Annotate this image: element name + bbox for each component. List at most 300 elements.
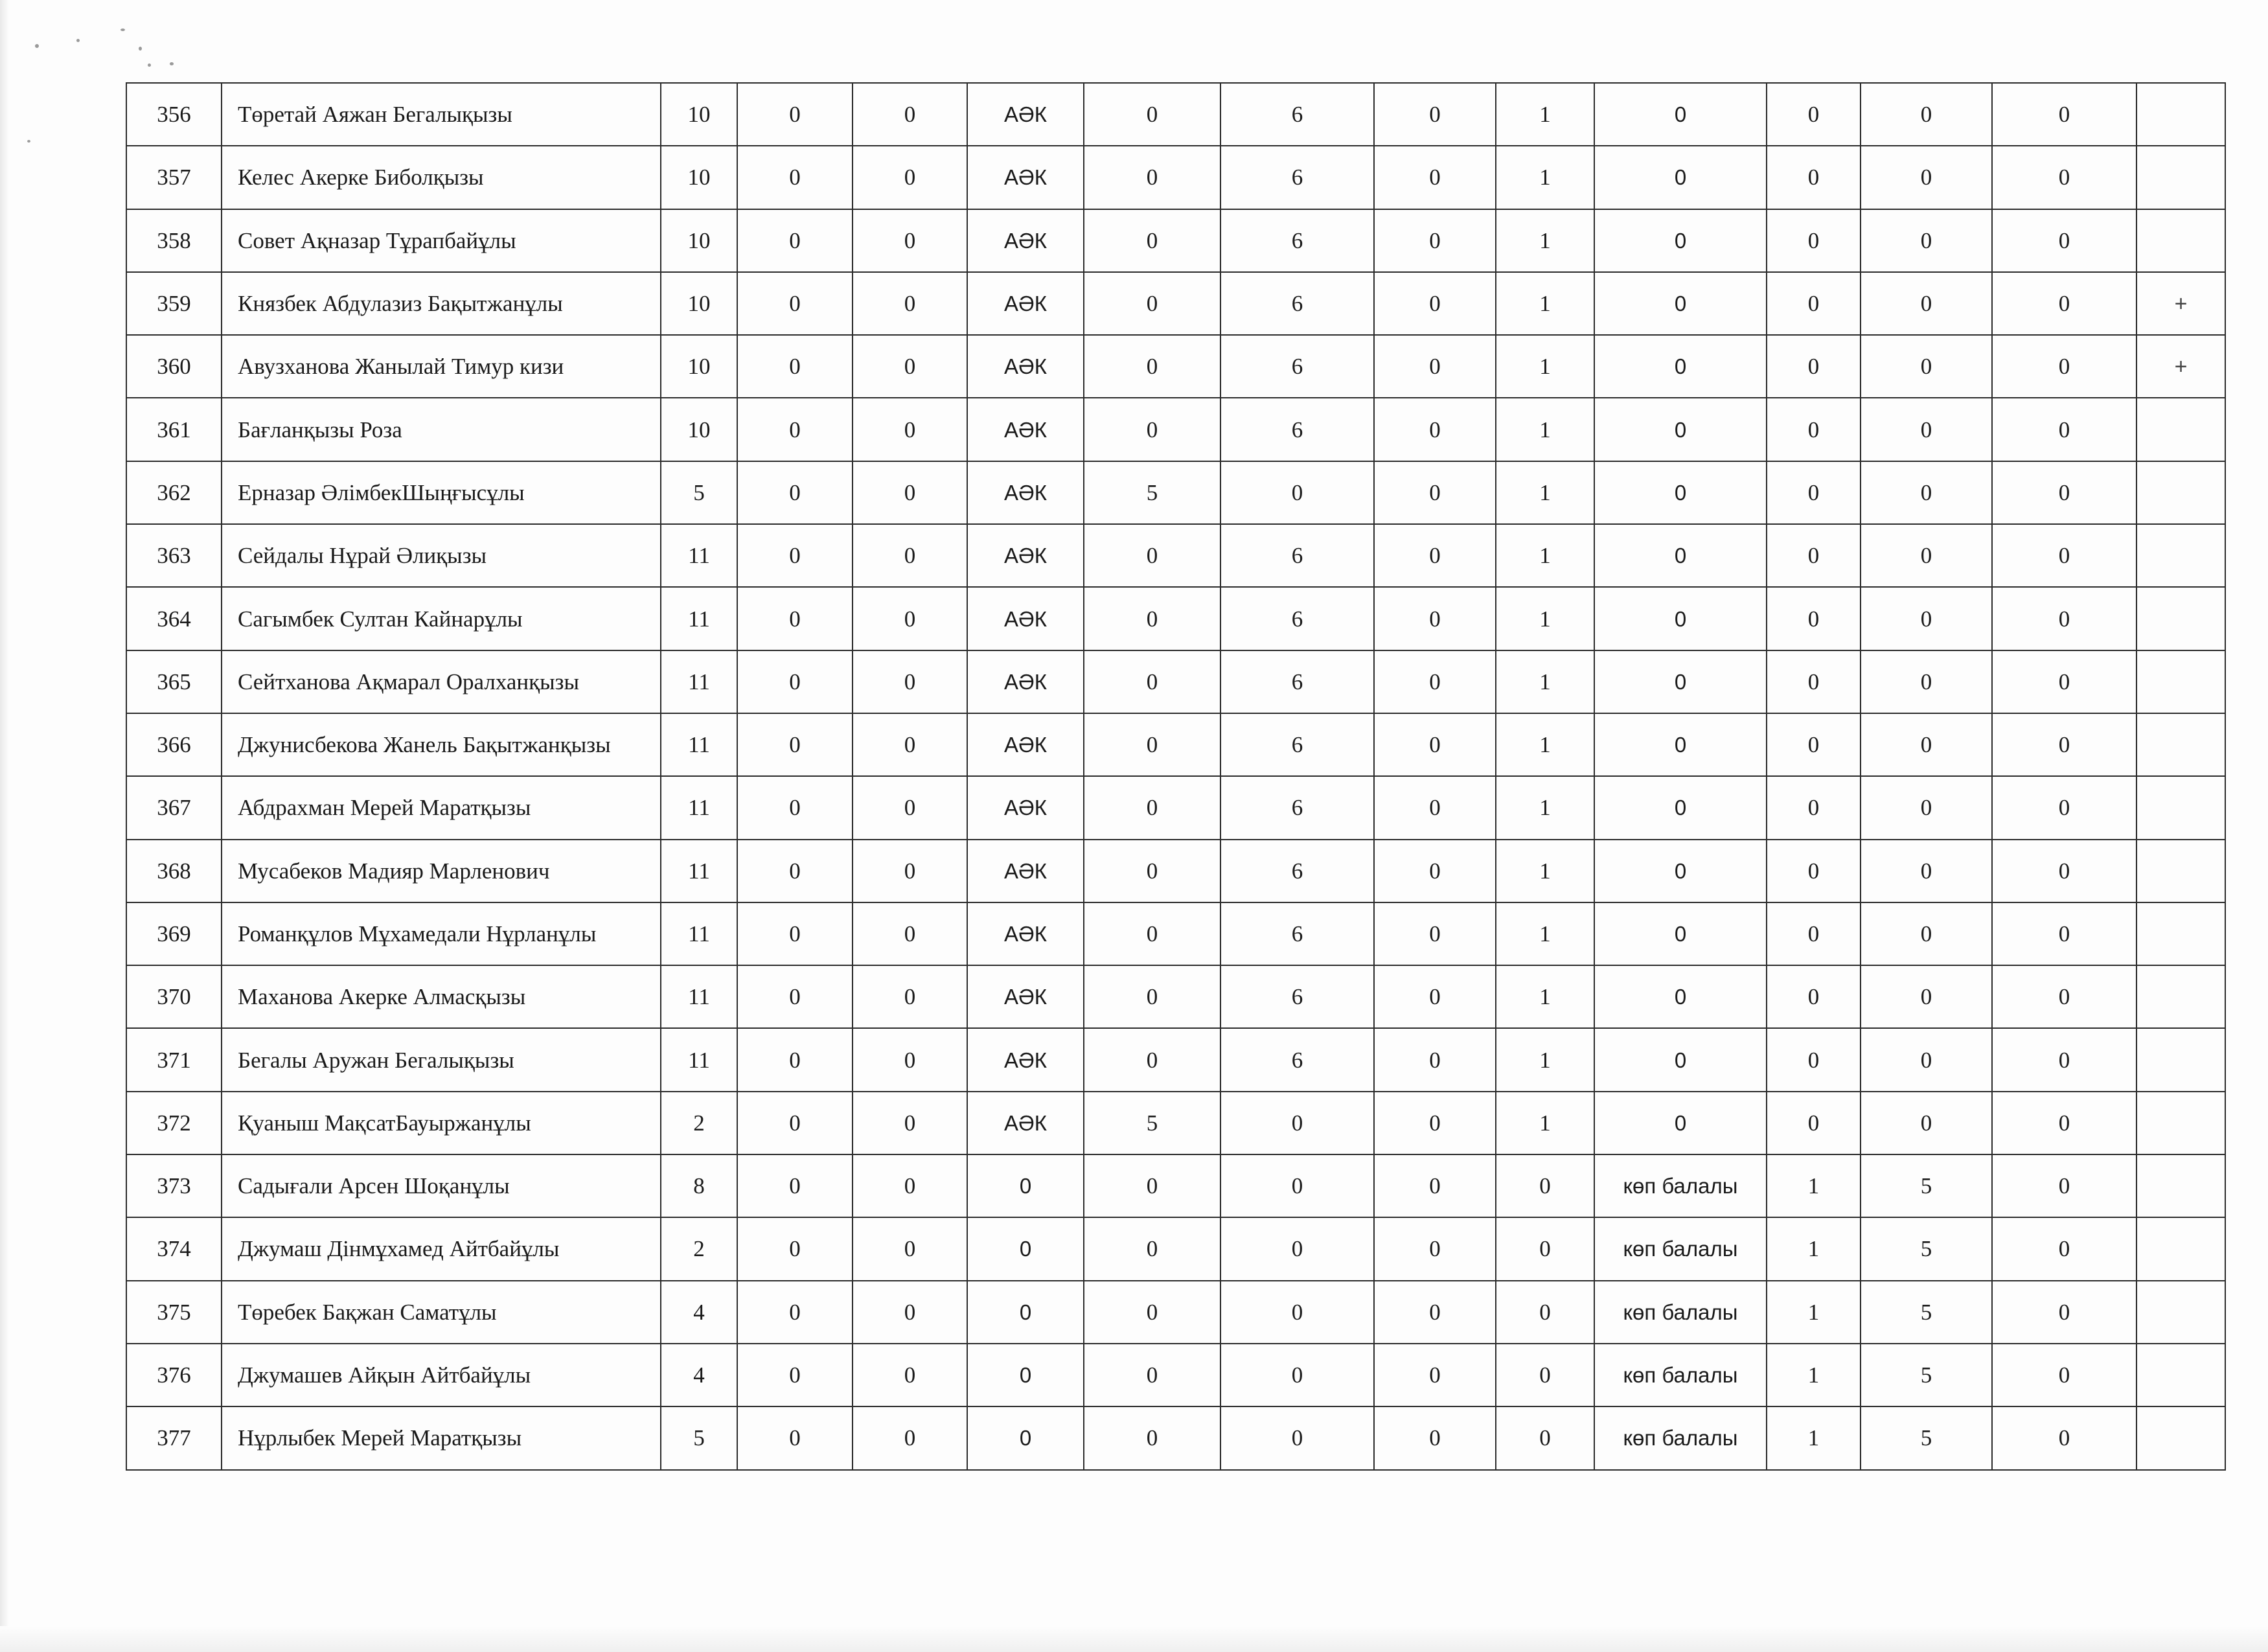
mark-cell: +	[2136, 335, 2225, 398]
student-name: Абдрахман Мерей Маратқызы	[222, 776, 661, 839]
table-row	[126, 1281, 2225, 1344]
cell-col-11: 0	[1861, 461, 1992, 524]
row-number: 376	[126, 1344, 222, 1406]
cell-col-3: 0	[853, 146, 967, 209]
mark-cell	[2136, 1154, 2225, 1217]
cell-col-7: 0	[1374, 1154, 1496, 1217]
cell-col-10: 1	[1767, 1217, 1861, 1280]
student-name: Маханова Акерке Алмасқызы	[222, 965, 661, 1028]
student-name: Сейдалы Нұрай Әлиқызы	[222, 524, 661, 587]
cell-col-7: 0	[1374, 713, 1496, 776]
cell-col-6: 6	[1220, 398, 1374, 461]
cell-col-7: 0	[1374, 1344, 1496, 1406]
cell-col-3: 0	[853, 1406, 967, 1469]
cell-col-9: 0	[1594, 902, 1767, 965]
cell-col-10: 0	[1767, 335, 1861, 398]
cell-col-1: 11	[661, 776, 737, 839]
cell-col-1: 4	[661, 1344, 737, 1406]
table-row	[126, 965, 2225, 1028]
mark-cell	[2136, 840, 2225, 902]
cell-col-12: 0	[1992, 398, 2136, 461]
cell-col-11: 0	[1861, 335, 1992, 398]
cell-col-1: 11	[661, 1028, 737, 1091]
cell-col-1: 11	[661, 650, 737, 713]
cell-col-10: 0	[1767, 1028, 1861, 1091]
cell-col-10: 0	[1767, 524, 1861, 587]
row-number: 356	[126, 83, 222, 146]
student-name: Джунисбекова Жанель Бақытжанқызы	[222, 713, 661, 776]
table-row	[126, 1154, 2225, 1217]
cell-col-12: 0	[1992, 840, 2136, 902]
cell-col-12: 0	[1992, 83, 2136, 146]
cell-col-2: 0	[737, 1092, 853, 1154]
cell-col-6: 6	[1220, 965, 1374, 1028]
cell-col-3: 0	[853, 272, 967, 335]
row-number: 371	[126, 1028, 222, 1091]
cell-col-3: 0	[853, 83, 967, 146]
cell-col-1: 2	[661, 1092, 737, 1154]
cell-col-12: 0	[1992, 776, 2136, 839]
cell-col-4: АӘК	[967, 524, 1084, 587]
student-name: Садығали Арсен Шоқанұлы	[222, 1154, 661, 1217]
cell-col-10: 0	[1767, 650, 1861, 713]
cell-col-8: 1	[1496, 902, 1594, 965]
cell-col-6: 6	[1220, 840, 1374, 902]
cell-col-2: 0	[737, 83, 853, 146]
cell-col-5: 0	[1084, 1154, 1220, 1217]
cell-col-11: 5	[1861, 1281, 1992, 1344]
cell-col-5: 0	[1084, 1344, 1220, 1406]
cell-col-8: 1	[1496, 272, 1594, 335]
cell-col-4: АӘК	[967, 776, 1084, 839]
cell-col-7: 0	[1374, 83, 1496, 146]
cell-col-8: 1	[1496, 1028, 1594, 1091]
cell-col-2: 0	[737, 650, 853, 713]
cell-col-7: 0	[1374, 840, 1496, 902]
table-row	[126, 902, 2225, 965]
scan-speck	[120, 29, 125, 31]
cell-col-4: АӘК	[967, 1092, 1084, 1154]
row-number: 370	[126, 965, 222, 1028]
cell-col-1: 5	[661, 461, 737, 524]
cell-col-4: АӘК	[967, 83, 1084, 146]
cell-col-3: 0	[853, 902, 967, 965]
student-name: Князбек Абдулазиз Бақытжанұлы	[222, 272, 661, 335]
cell-col-5: 5	[1084, 1092, 1220, 1154]
cell-col-9: 0	[1594, 146, 1767, 209]
cell-col-1: 2	[661, 1217, 737, 1280]
cell-col-7: 0	[1374, 461, 1496, 524]
scan-speck	[27, 140, 30, 143]
cell-col-11: 5	[1861, 1344, 1992, 1406]
cell-col-1: 10	[661, 335, 737, 398]
scan-speck	[76, 39, 80, 42]
cell-col-9: көп балалы	[1594, 1406, 1767, 1469]
cell-col-4: АӘК	[967, 209, 1084, 272]
table-row	[126, 650, 2225, 713]
cell-col-3: 0	[853, 1281, 967, 1344]
cell-col-10: 0	[1767, 776, 1861, 839]
cell-col-11: 0	[1861, 83, 1992, 146]
row-number: 367	[126, 776, 222, 839]
cell-col-12: 0	[1992, 1092, 2136, 1154]
table-row	[126, 1028, 2225, 1091]
cell-col-6: 0	[1220, 1344, 1374, 1406]
cell-col-11: 0	[1861, 272, 1992, 335]
student-name: Сейтханова Ақмарал Оралханқызы	[222, 650, 661, 713]
cell-col-10: 0	[1767, 461, 1861, 524]
mark-cell	[2136, 524, 2225, 587]
scan-edge	[0, 1626, 2268, 1652]
row-number: 377	[126, 1406, 222, 1469]
student-name: Сагымбек Султан Кайнарұлы	[222, 587, 661, 650]
cell-col-1: 11	[661, 840, 737, 902]
cell-col-10: 0	[1767, 146, 1861, 209]
cell-col-4: 0	[967, 1406, 1084, 1469]
cell-col-3: 0	[853, 840, 967, 902]
cell-col-8: 1	[1496, 461, 1594, 524]
cell-col-1: 4	[661, 1281, 737, 1344]
cell-col-10: 0	[1767, 587, 1861, 650]
cell-col-3: 0	[853, 461, 967, 524]
cell-col-11: 5	[1861, 1406, 1992, 1469]
cell-col-6: 0	[1220, 1154, 1374, 1217]
cell-col-9: 0	[1594, 587, 1767, 650]
cell-col-7: 0	[1374, 1406, 1496, 1469]
cell-col-1: 10	[661, 398, 737, 461]
cell-col-7: 0	[1374, 209, 1496, 272]
mark-cell	[2136, 1281, 2225, 1344]
cell-col-10: 0	[1767, 83, 1861, 146]
cell-col-7: 0	[1374, 398, 1496, 461]
mark-cell	[2136, 650, 2225, 713]
scan-speck	[139, 47, 142, 51]
cell-col-11: 0	[1861, 965, 1992, 1028]
mark-cell	[2136, 1217, 2225, 1280]
cell-col-11: 0	[1861, 1092, 1992, 1154]
cell-col-5: 0	[1084, 209, 1220, 272]
cell-col-9: 0	[1594, 650, 1767, 713]
row-number: 362	[126, 461, 222, 524]
cell-col-8: 1	[1496, 1092, 1594, 1154]
cell-col-6: 6	[1220, 650, 1374, 713]
cell-col-7: 0	[1374, 1028, 1496, 1091]
cell-col-7: 0	[1374, 1092, 1496, 1154]
cell-col-11: 0	[1861, 713, 1992, 776]
cell-col-11: 5	[1861, 1154, 1992, 1217]
scan-edge	[0, 0, 9, 1652]
cell-col-2: 0	[737, 398, 853, 461]
cell-col-6: 6	[1220, 776, 1374, 839]
row-number: 375	[126, 1281, 222, 1344]
mark-cell	[2136, 1028, 2225, 1091]
mark-cell	[2136, 1344, 2225, 1406]
cell-col-3: 0	[853, 965, 967, 1028]
cell-col-1: 10	[661, 272, 737, 335]
table-row	[126, 83, 2225, 146]
row-number: 369	[126, 902, 222, 965]
mark-cell	[2136, 83, 2225, 146]
cell-col-2: 0	[737, 965, 853, 1028]
cell-col-2: 0	[737, 1217, 853, 1280]
cell-col-4: 0	[967, 1281, 1084, 1344]
cell-col-10: 0	[1767, 840, 1861, 902]
cell-col-9: 0	[1594, 398, 1767, 461]
cell-col-7: 0	[1374, 335, 1496, 398]
row-number: 365	[126, 650, 222, 713]
cell-col-7: 0	[1374, 902, 1496, 965]
cell-col-8: 0	[1496, 1217, 1594, 1280]
cell-col-8: 1	[1496, 587, 1594, 650]
cell-col-9: 0	[1594, 776, 1767, 839]
cell-col-7: 0	[1374, 776, 1496, 839]
cell-col-12: 0	[1992, 461, 2136, 524]
table-row	[126, 1092, 2225, 1154]
cell-col-7: 0	[1374, 272, 1496, 335]
cell-col-9: көп балалы	[1594, 1281, 1767, 1344]
cell-col-11: 0	[1861, 209, 1992, 272]
row-number: 368	[126, 840, 222, 902]
cell-col-8: 1	[1496, 524, 1594, 587]
student-name: Авузханова Жанылай Тимур кизи	[222, 335, 661, 398]
cell-col-7: 0	[1374, 1281, 1496, 1344]
scan-speck	[148, 63, 151, 67]
cell-col-5: 0	[1084, 146, 1220, 209]
cell-col-6: 6	[1220, 146, 1374, 209]
student-name: Бағланқызы Роза	[222, 398, 661, 461]
cell-col-12: 0	[1992, 335, 2136, 398]
cell-col-5: 0	[1084, 1281, 1220, 1344]
mark-cell	[2136, 209, 2225, 272]
table-row	[126, 209, 2225, 272]
cell-col-2: 0	[737, 776, 853, 839]
cell-col-6: 6	[1220, 209, 1374, 272]
cell-col-2: 0	[737, 1406, 853, 1469]
cell-col-5: 0	[1084, 713, 1220, 776]
cell-col-8: 0	[1496, 1406, 1594, 1469]
cell-col-3: 0	[853, 524, 967, 587]
cell-col-8: 0	[1496, 1281, 1594, 1344]
cell-col-9: 0	[1594, 1028, 1767, 1091]
cell-col-8: 1	[1496, 83, 1594, 146]
cell-col-6: 0	[1220, 461, 1374, 524]
cell-col-8: 1	[1496, 776, 1594, 839]
row-number: 358	[126, 209, 222, 272]
table-row	[126, 713, 2225, 776]
mark-cell	[2136, 146, 2225, 209]
cell-col-1: 11	[661, 524, 737, 587]
cell-col-11: 0	[1861, 1028, 1992, 1091]
cell-col-2: 0	[737, 1028, 853, 1091]
cell-col-11: 0	[1861, 902, 1992, 965]
table-row	[126, 335, 2225, 398]
cell-col-3: 0	[853, 335, 967, 398]
cell-col-8: 1	[1496, 840, 1594, 902]
row-number: 373	[126, 1154, 222, 1217]
student-name: Нұрлыбек Мерей Маратқызы	[222, 1406, 661, 1469]
cell-col-3: 0	[853, 1344, 967, 1406]
cell-col-8: 1	[1496, 209, 1594, 272]
student-name: Джумаш Дінмұхамед Айтбайұлы	[222, 1217, 661, 1280]
cell-col-11: 0	[1861, 587, 1992, 650]
row-number: 361	[126, 398, 222, 461]
cell-col-11: 0	[1861, 776, 1992, 839]
cell-col-2: 0	[737, 713, 853, 776]
cell-col-3: 0	[853, 776, 967, 839]
cell-col-2: 0	[737, 1281, 853, 1344]
cell-col-6: 0	[1220, 1217, 1374, 1280]
table-row	[126, 1344, 2225, 1406]
cell-col-2: 0	[737, 1154, 853, 1217]
cell-col-3: 0	[853, 713, 967, 776]
student-name: Мусабеков Мадияр Марленович	[222, 840, 661, 902]
cell-col-5: 0	[1084, 335, 1220, 398]
cell-col-1: 8	[661, 1154, 737, 1217]
student-name: Ерназар ӘлімбекШыңғысұлы	[222, 461, 661, 524]
cell-col-11: 0	[1861, 398, 1992, 461]
cell-col-8: 1	[1496, 398, 1594, 461]
cell-col-10: 0	[1767, 209, 1861, 272]
cell-col-2: 0	[737, 524, 853, 587]
table-row	[126, 1406, 2225, 1469]
cell-col-4: АӘК	[967, 650, 1084, 713]
cell-col-3: 0	[853, 209, 967, 272]
cell-col-5: 0	[1084, 902, 1220, 965]
cell-col-8: 1	[1496, 335, 1594, 398]
cell-col-12: 0	[1992, 587, 2136, 650]
cell-col-5: 0	[1084, 965, 1220, 1028]
student-name: Романқұлов Мұхамедали Нұрланұлы	[222, 902, 661, 965]
table-row	[126, 272, 2225, 335]
cell-col-8: 1	[1496, 965, 1594, 1028]
cell-col-11: 0	[1861, 524, 1992, 587]
cell-col-10: 1	[1767, 1344, 1861, 1406]
cell-col-4: АӘК	[967, 965, 1084, 1028]
mark-cell	[2136, 461, 2225, 524]
cell-col-10: 0	[1767, 1092, 1861, 1154]
cell-col-5: 0	[1084, 840, 1220, 902]
cell-col-4: 0	[967, 1344, 1084, 1406]
student-name: Совет Ақназар Тұрапбайұлы	[222, 209, 661, 272]
cell-col-6: 0	[1220, 1281, 1374, 1344]
table-row	[126, 840, 2225, 902]
cell-col-12: 0	[1992, 713, 2136, 776]
cell-col-11: 0	[1861, 840, 1992, 902]
cell-col-8: 1	[1496, 713, 1594, 776]
cell-col-10: 1	[1767, 1281, 1861, 1344]
cell-col-2: 0	[737, 272, 853, 335]
cell-col-12: 0	[1992, 902, 2136, 965]
cell-col-4: АӘК	[967, 1028, 1084, 1091]
cell-col-4: АӘК	[967, 587, 1084, 650]
student-name: Бегалы Аружан Бегалықызы	[222, 1028, 661, 1091]
cell-col-11: 0	[1861, 650, 1992, 713]
cell-col-7: 0	[1374, 1217, 1496, 1280]
cell-col-7: 0	[1374, 524, 1496, 587]
cell-col-7: 0	[1374, 587, 1496, 650]
cell-col-2: 0	[737, 840, 853, 902]
row-number: 357	[126, 146, 222, 209]
cell-col-5: 0	[1084, 587, 1220, 650]
cell-col-9: 0	[1594, 713, 1767, 776]
cell-col-12: 0	[1992, 209, 2136, 272]
cell-col-3: 0	[853, 650, 967, 713]
cell-col-9: көп балалы	[1594, 1344, 1767, 1406]
cell-col-9: 0	[1594, 209, 1767, 272]
cell-col-9: 0	[1594, 965, 1767, 1028]
cell-col-10: 1	[1767, 1406, 1861, 1469]
cell-col-10: 0	[1767, 713, 1861, 776]
cell-col-12: 0	[1992, 1217, 2136, 1280]
cell-col-6: 6	[1220, 83, 1374, 146]
cell-col-6: 6	[1220, 524, 1374, 587]
table-row	[126, 461, 2225, 524]
cell-col-4: АӘК	[967, 840, 1084, 902]
cell-col-5: 5	[1084, 461, 1220, 524]
cell-col-2: 0	[737, 587, 853, 650]
mark-cell	[2136, 587, 2225, 650]
cell-col-12: 0	[1992, 524, 2136, 587]
cell-col-7: 0	[1374, 965, 1496, 1028]
row-number: 372	[126, 1092, 222, 1154]
student-name: Төретай Аяжан Бегалықызы	[222, 83, 661, 146]
cell-col-3: 0	[853, 1028, 967, 1091]
cell-col-1: 11	[661, 902, 737, 965]
cell-col-4: АӘК	[967, 272, 1084, 335]
cell-col-6: 6	[1220, 713, 1374, 776]
cell-col-10: 1	[1767, 1154, 1861, 1217]
table-row	[126, 524, 2225, 587]
cell-col-3: 0	[853, 587, 967, 650]
cell-col-11: 5	[1861, 1217, 1992, 1280]
table-row	[126, 1217, 2225, 1280]
student-table	[126, 82, 2226, 1471]
table-row	[126, 146, 2225, 209]
cell-col-4: АӘК	[967, 398, 1084, 461]
cell-col-12: 0	[1992, 650, 2136, 713]
mark-cell	[2136, 965, 2225, 1028]
cell-col-3: 0	[853, 1154, 967, 1217]
cell-col-5: 0	[1084, 83, 1220, 146]
cell-col-6: 0	[1220, 1092, 1374, 1154]
cell-col-6: 6	[1220, 902, 1374, 965]
mark-cell	[2136, 398, 2225, 461]
cell-col-5: 0	[1084, 272, 1220, 335]
student-name: Төребек Бақжан Саматұлы	[222, 1281, 661, 1344]
student-name: Қуаныш МақсатБауыржанұлы	[222, 1092, 661, 1154]
cell-col-1: 5	[661, 1406, 737, 1469]
cell-col-2: 0	[737, 1344, 853, 1406]
row-number: 364	[126, 587, 222, 650]
cell-col-6: 6	[1220, 1028, 1374, 1091]
row-number: 374	[126, 1217, 222, 1280]
cell-col-2: 0	[737, 146, 853, 209]
scan-speck	[35, 44, 39, 48]
cell-col-12: 0	[1992, 146, 2136, 209]
cell-col-8: 1	[1496, 146, 1594, 209]
cell-col-6: 0	[1220, 1406, 1374, 1469]
cell-col-12: 0	[1992, 1028, 2136, 1091]
cell-col-5: 0	[1084, 650, 1220, 713]
cell-col-6: 6	[1220, 272, 1374, 335]
cell-col-5: 0	[1084, 524, 1220, 587]
cell-col-10: 0	[1767, 398, 1861, 461]
cell-col-5: 0	[1084, 776, 1220, 839]
cell-col-3: 0	[853, 1092, 967, 1154]
mark-cell: +	[2136, 272, 2225, 335]
cell-col-5: 0	[1084, 1028, 1220, 1091]
cell-col-9: 0	[1594, 524, 1767, 587]
